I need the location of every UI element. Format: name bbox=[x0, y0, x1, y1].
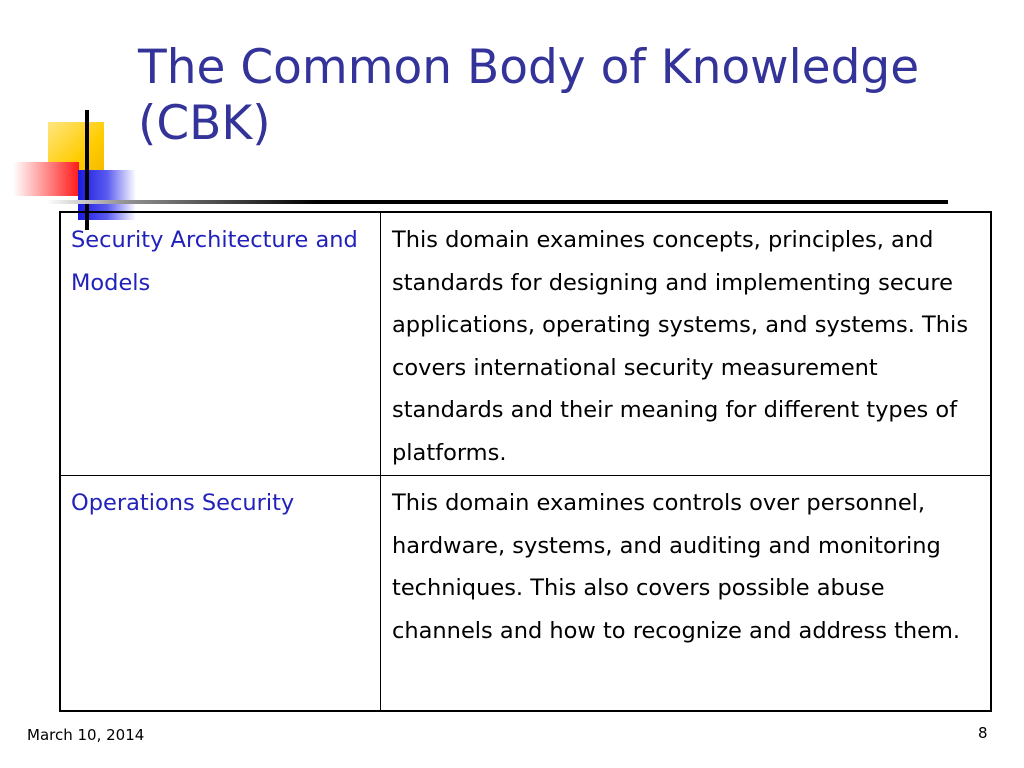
domain-name: Security Architecture and Models bbox=[60, 212, 381, 476]
footer-date: March 10, 2014 bbox=[27, 726, 145, 744]
domain-description: This domain examines concepts, principles, and standards for designing and implementing secure applications, operating systems, and systems. This covers international security measurement standards and their meaning for different types of platforms. bbox=[381, 212, 992, 476]
domain-name: Operations Security bbox=[60, 476, 381, 712]
domain-description: This domain examines controls over personnel, hardware, systems, and auditing and monitoring techniques. This also covers possible abuse channels and how to recognize and address them. bbox=[381, 476, 992, 712]
cbk-domain-table bbox=[59, 211, 992, 712]
slide-title: The Common Body of Knowledge (CBK) bbox=[138, 40, 920, 151]
table-row bbox=[60, 212, 991, 476]
table-row bbox=[60, 476, 991, 712]
page-number: 8 bbox=[978, 724, 988, 742]
title-underline bbox=[46, 200, 948, 204]
decorative-red-bar bbox=[13, 162, 79, 196]
